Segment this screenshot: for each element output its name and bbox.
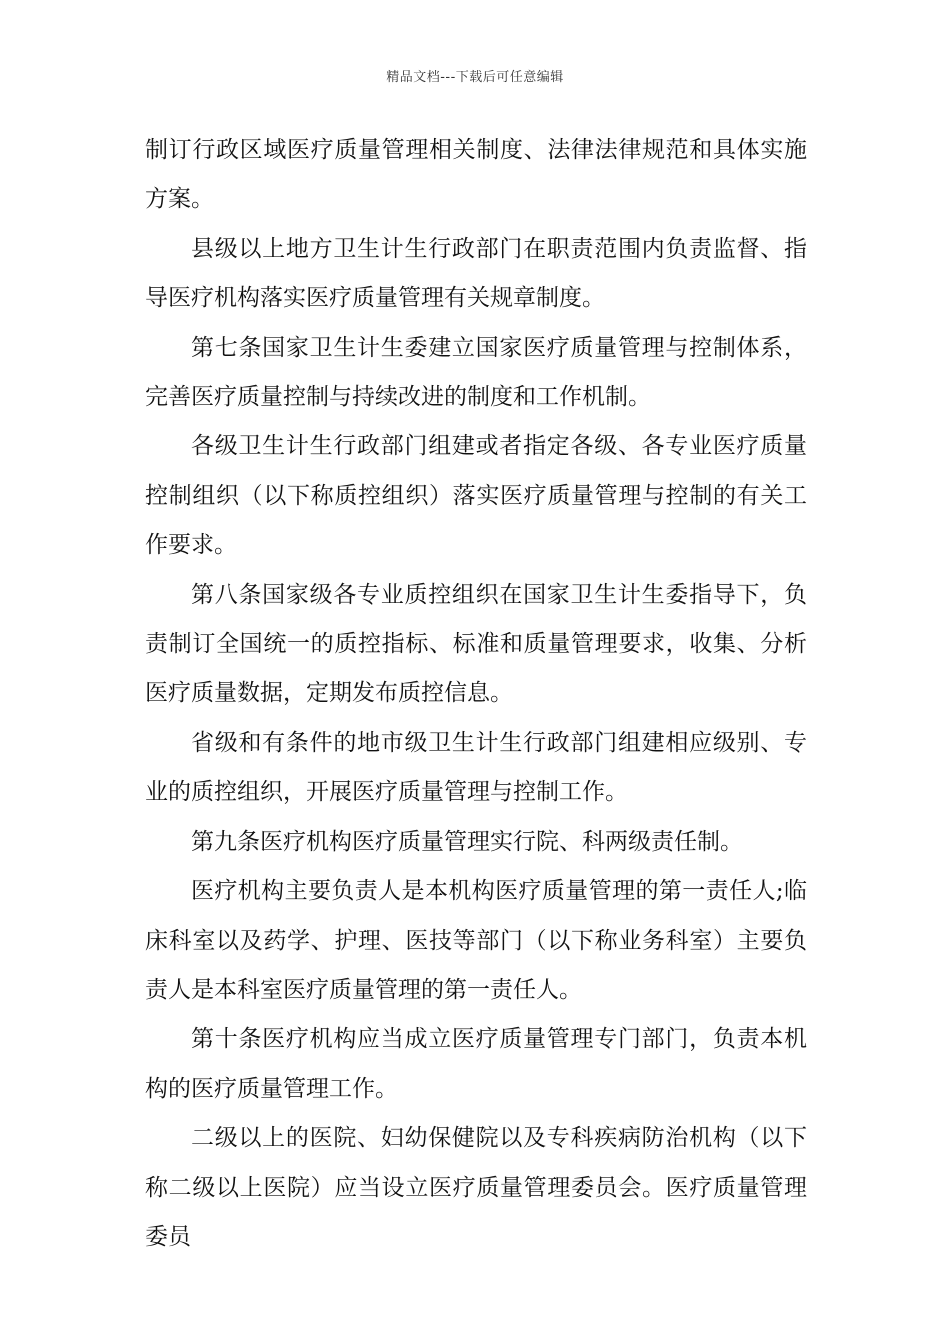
- paragraph-4: 各级卫生计生行政部门组建或者指定各级、各专业医疗质量控制组织（以下称质控组织）落实医疗质量管理与控制的有关工作要求。: [145, 433, 807, 559]
- paragraph-3: 第七条国家卫生计生委建立国家医疗质量管理与控制体系，完善医疗质量控制与持续改进的制度和工作机制。: [145, 334, 807, 411]
- paragraph-10: 二级以上的医院、妇幼保健院以及专科疾病防治机构（以下称二级以上医院）应当设立医疗质量管理委员会。医疗质量管理委员: [145, 1125, 807, 1250]
- paragraph-6: 省级和有条件的地市级卫生计生行政部门组建相应级别、专业的质控组织，开展医疗质量管理与控制工作。: [145, 729, 807, 806]
- paragraph-7: 第九条医疗机构医疗质量管理实行院、科两级责任制。: [191, 828, 743, 855]
- document-body: [145, 126, 807, 1262]
- paragraph-5: 第八条国家级各专业质控组织在国家卫生计生委指导下，负责制订全国统一的质控指标、标准和质量管理要求，收集、分析医疗质量数据，定期发布质控信息。: [145, 581, 807, 707]
- paragraph-9: 第十条医疗机构应当成立医疗质量管理专门部门，负责本机构的医疗质量管理工作。: [145, 1026, 807, 1102]
- page-header: 精品文档---下载后可任意编辑: [386, 70, 564, 85]
- paragraph-2: 县级以上地方卫生计生行政部门在职责范围内负责监督、指导医疗机构落实医疗质量管理有关规章制度。: [145, 235, 807, 312]
- paragraph-1: 制订行政区域医疗质量管理相关制度、法律法律规范和具体实施方案。: [145, 137, 807, 213]
- paragraph-8: 医疗机构主要负责人是本机构医疗质量管理的第一责任人;临床科室以及药学、护理、医技等部门（以下称业务科室）主要负责人是本科室医疗质量管理的第一责任人。: [145, 878, 807, 1003]
